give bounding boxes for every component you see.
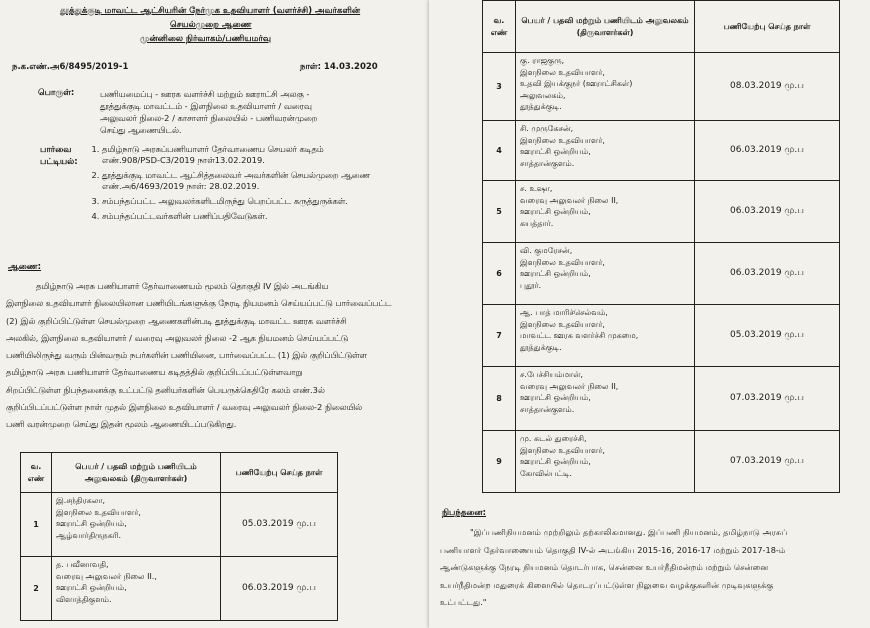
row-date: 06.03.2019 மு.ப [221, 557, 338, 621]
row-name: கு. ராஜகுரு, இளநிலை உதவியாளர், உதவி இயக்குநர் (ஊராட்சிகள்) அலுவலகம், தூத்துக்குடி. [516, 53, 695, 121]
header-line-3: முன்னிலை நிர்வாகம்/பணியமர்வு [140, 34, 272, 44]
reference-item: 3. சம்பந்தப்பட்ட அலுவலர்களிடமிருந்து பெறப்பட்ட கருத்துருக்கள். [102, 196, 371, 207]
row-date: 06.03.2019 மு.ப [695, 243, 840, 305]
subject-label: பொருள்: [38, 88, 75, 98]
table-row [483, 305, 840, 367]
reference-item: 2. தூத்துக்குடி மாவட்ட ஆட்சித்தலைவர் அவர்களின் செயல்முறை ஆணை எண்.அ6/4693/2019 நாள்: 28.02.2019. [102, 170, 371, 192]
col-header-serial: வ. எண் [483, 1, 516, 53]
row-serial: 5 [483, 181, 516, 243]
row-serial: 2 [21, 557, 52, 621]
row-serial: 9 [483, 431, 516, 493]
row-name: வி. குமரேசன், இளநிலை உதவியாளர், ஊராட்சி ஒன்றியம், புதூர். [516, 243, 695, 305]
table-row [483, 367, 840, 431]
row-date: 07.03.2019 மு.ப [695, 367, 840, 431]
table-row [21, 493, 338, 557]
row-serial: 1 [21, 493, 52, 557]
appointment-table-left [20, 452, 338, 621]
row-date: 07.03.2019 மு.ப [695, 431, 840, 493]
reference-number: ந.க.எண்.அ6/8495/2019-1 [12, 62, 129, 72]
row-serial: 4 [483, 121, 516, 181]
subject-line: பணியமைப்பு - ஊரக வளர்ச்சி மற்றும் ஊராட்சி அலகு - [100, 89, 310, 99]
body-line: சிறப்பிட்டுள்ள நிபந்தனைக்கு உட்பட்டு தனியர்களின் பெயருக்கெதிரே கலம் எண்.3ல் [6, 384, 325, 395]
order-date: நாள்: 14.03.2020 [300, 62, 378, 72]
header-line-1: தூத்துக்குடி மாவட்ட ஆட்சியரின் நேர்முக உதவியாளர் (வளர்ச்சி) அவர்களின் [60, 6, 361, 16]
subject-line: செய்து ஆணையிடல். [100, 125, 182, 135]
table-row [483, 243, 840, 305]
subject-text [100, 88, 317, 136]
condition-text [440, 524, 860, 612]
row-date: 06.03.2019 மு.ப [695, 121, 840, 181]
body-line: இளநிலை உதவியாளர் நிலையிலான பணியிடங்களுக்கு நேரடி நியமனம் செய்யப்பட்டு பார்வைப்பட்ட [6, 298, 392, 309]
references-label: பார்வை பட்டியல்: [40, 145, 78, 167]
order-body [6, 278, 426, 434]
condition-line: "இப்பணிநியமனம் முற்றிலும் தற்காலிகமானது. இப்பணி நியமனம், தமிழ்நாடு அரசுப் [470, 527, 788, 537]
row-date: 05.03.2019 மு.ப [221, 493, 338, 557]
condition-line: பணியாளர் தேர்வாணையம் தொகுதி IV-ல் அடங்கிய 2015-16, 2016-17 மற்றும் 2017-18-ம் [440, 544, 786, 555]
subject-line: தூத்துக்குடி மாவட்டம் - இளநிலை உதவியாளர் / வரைவு [100, 101, 312, 111]
body-line: பணியிலிருந்து வரும் பின்வரும் நபர்களின் பணியினை, பார்வைப்பட்ட (1) இல் குறிப்பிட்டுள்ள [6, 350, 368, 361]
body-line: தமிழ்நாடு அரசு பணியாளர் தேர்வாணைய கடிதத்தில் குறிப்பிடப்பட்டுள்ளவாறு [6, 367, 303, 378]
row-serial: 3 [483, 53, 516, 121]
reference-item: 1. தமிழ்நாடு அரசுப்பணியாளர் தேர்வாணைய செயலர் கடிதம் எண்.908/PSD-C3/2019 நாள்13.02.2019. [102, 144, 371, 166]
order-heading: ஆணை: [8, 262, 42, 272]
col-header-name: பெயர் / பதவி மற்றும் பணியிடம் அலுவலகம் (திருவாளர்கள்) [516, 1, 695, 53]
row-name: இ.சந்திரகலா, இளநிலை உதவியாளர், ஊராட்சி ஒன்றியம், ஆழ்வார்திருநகரி. [52, 493, 221, 557]
condition-heading: நிபந்தனை: [442, 508, 487, 518]
row-date: 08.03.2019 மு.ப [695, 53, 840, 121]
appointment-table-right [482, 0, 840, 493]
subject-line: அலுவலர் நிலை-2 / காசாளர் நிலையில் - பணிவரன்முறை [100, 113, 318, 123]
body-line: அலகில், இளநிலை உதவியாளர் / வரைவு அலுவலர் நிலை -2 ஆக நியமனம் செய்யப்பட்டு [6, 332, 349, 343]
col-header-name: பெயர் / பதவி மற்றும் பணியிடம் அலுவலகம் (திருவாளர்கள்) [52, 453, 221, 493]
table-row [483, 53, 840, 121]
row-name: ச. உஷா, வரைவு அலுவலர் நிலை II, ஊராட்சி ஒன்றியம், கயத்தார். [516, 181, 695, 243]
body-line: குறிப்பிடப்பட்டுள்ள நாள் முதல் இளநிலை உதவியாளர் / வரைவு அலுவலர் நிலை-2 நிலையில் [6, 402, 362, 413]
table-row [483, 431, 840, 493]
col-header-serial: வ. எண் [21, 453, 52, 493]
body-line: (2) இல் குறிப்பிட்டுள்ள செயல்முறை ஆணைகளின்படி தூத்துக்குடி மாவட்ட ஊரக வளர்ச்சி [6, 315, 347, 326]
row-serial: 8 [483, 367, 516, 431]
row-serial: 7 [483, 305, 516, 367]
row-name: மு. கடல் துரைச்சி, இளநிலை உதவியாளர், ஊராட்சி ஒன்றியம், கோவில்பட்டி. [516, 431, 695, 493]
table-row [21, 557, 338, 621]
header-line-2: செயல்முறை ஆணை [170, 20, 252, 30]
row-name: த. பவீனாவதி, வரைவு அலுவலர் நிலை II., ஊராட்சி ஒன்றியம், விளாத்திகுளம். [52, 557, 221, 621]
row-name: ச.பேச்சியம்மாள், வரைவு அலுவலர் நிலை II, ஊராட்சி ஒன்றியம், சாத்தான்குளம். [516, 367, 695, 431]
reference-item: 4. சம்பந்தப்பட்டவர்களின் பணிப்பதிவேடுகள். [102, 211, 371, 222]
row-name: ஆ. பாத் மாரிச்செல்வம், இளநிலை உதவியாளர், மாவட்ட ஊரக வளர்ச்சி முகமை, தூத்துக்குடி. [516, 305, 695, 367]
row-date: 05.03.2019 மு.ப [695, 305, 840, 367]
condition-line: உயர்நீதிமன்ற மதுரைக் கிளையில் தொடரப்பட்டுள்ள நிலுவை வழக்குகளின் முடிவுகளுக்கு [440, 579, 774, 590]
body-line: தமிழ்நாடு அரசு பணியாளர் தேர்வாணையம் மூலம் தொகுதி IV இல் அடங்கிய [36, 281, 329, 291]
row-serial: 6 [483, 243, 516, 305]
body-line: பணி வரன்முறை செய்து இதன் மூலம் ஆணையிடப்படுகிறது. [6, 419, 237, 430]
condition-line: உட்பட்டது." [440, 597, 487, 607]
table-row [483, 121, 840, 181]
col-header-date: பணியேற்பு செய்த நாள் [221, 453, 338, 493]
condition-line: ஆண்டுகளுக்கு நேரடி நியமனம் தொடர்பாக, சென்னை உயர்நீதிமன்றம் மற்றும் சென்னை [440, 562, 769, 572]
row-date: 06.03.2019 மு.ப [695, 181, 840, 243]
col-header-date: பணியேற்பு செய்த நாள் [695, 1, 840, 53]
table-row [483, 181, 840, 243]
references-list [86, 144, 371, 226]
row-name: சி. முருகேசன், இளநிலை உதவியாளர், ஊராட்சி ஒன்றியம், சாத்தான்குளம். [516, 121, 695, 181]
